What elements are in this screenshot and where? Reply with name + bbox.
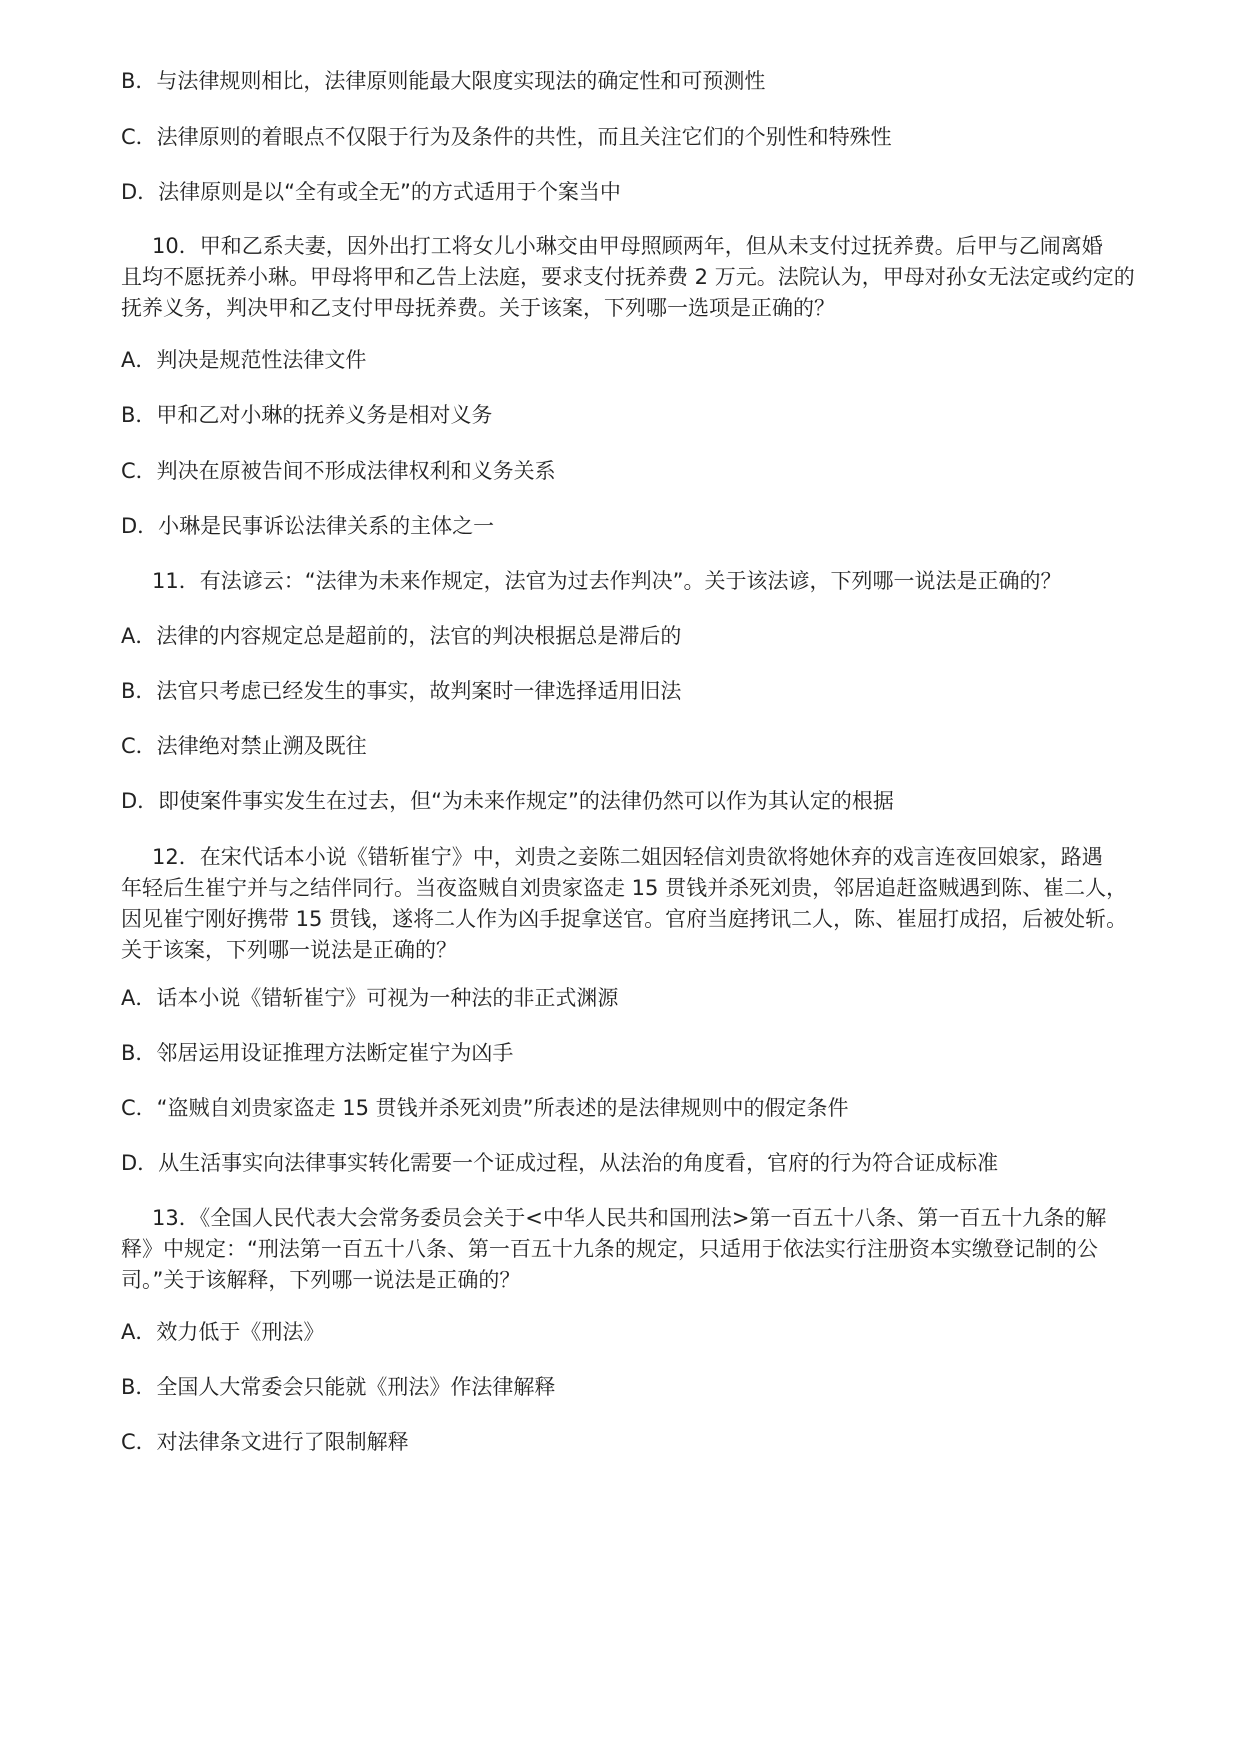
- q12-stem-line-1: 12．在宋代话本小说《错斩崔宁》中，刘贵之妾陈二姐因轻信刘贵欲将她休弃的戏言连夜回娘家，路遇: [152, 845, 1103, 869]
- q13-option-a: A．效力低于《刑法》: [121, 1320, 325, 1344]
- q10-stem: [121, 231, 1171, 324]
- q12-option-a: A．话本小说《错斩崔宁》可视为一种法的非正式渊源: [121, 986, 619, 1010]
- q12-option-d: D．从生活事实向法律事实转化需要一个证成过程，从法治的角度看，官府的行为符合证成标准: [121, 1151, 999, 1175]
- q10-stem-line-1: 10．甲和乙系夫妻，因外出打工将女儿小琳交由甲母照顾两年，但从未支付过抚养费。后甲与乙闹离婚: [152, 234, 1103, 258]
- q13-option-b: B．全国人大常委会只能就《刑法》作法律解释: [121, 1375, 556, 1399]
- q11-option-c: C．法律绝对禁止溯及既往: [121, 734, 367, 758]
- q10-option-c: C．判决在原被告间不形成法律权利和义务关系: [121, 459, 556, 483]
- q12-stem-line-2: 年轻后生崔宁并与之结伴同行。当夜盗贼自刘贵家盗走 15 贯钱并杀死刘贵，邻居追赶盗贼遇到陈、崔二人，: [121, 876, 1128, 900]
- q12-stem-line-3: 因见崔宁刚好携带 15 贯钱，遂将二人作为凶手捉拿送官。官府当庭拷讯二人，陈、崔屈打成招，后被处斩。: [121, 907, 1128, 931]
- q13-stem-line-2: 释》中规定：“刑法第一百五十八条、第一百五十九条的规定，只适用于依法实行注册资本实缴登记制的公: [121, 1237, 1098, 1261]
- q11-stem-line-1: 11．有法谚云：“法律为未来作规定，法官为过去作判决”。关于该法谚，下列哪一说法是正确的？: [152, 569, 1062, 593]
- q12-stem-line-4: 关于该案，下列哪一说法是正确的？: [121, 938, 457, 962]
- q11-option-b: B．法官只考虑已经发生的事实，故判案时一律选择适用旧法: [121, 679, 682, 703]
- q10-option-d: D．小琳是民事诉讼法律关系的主体之一: [121, 514, 495, 538]
- q10-option-a: A．判决是规范性法律文件: [121, 348, 367, 372]
- q11-option-a: A．法律的内容规定总是超前的，法官的判决根据总是滞后的: [121, 624, 682, 648]
- q11-stem: [121, 566, 1171, 597]
- q10-option-b: B．甲和乙对小琳的抚养义务是相对义务: [121, 403, 493, 427]
- q13-stem-line-1: 13．《全国人民代表大会常务委员会关于<中华人民共和国刑法>第一百五十八条、第一百五十九条的解: [152, 1206, 1107, 1230]
- q12-stem: [121, 842, 1171, 966]
- q12-option-b: B．邻居运用设证推理方法断定崔宁为凶手: [121, 1041, 514, 1065]
- q13-stem: [121, 1203, 1171, 1296]
- q13-option-c: C．对法律条文进行了限制解释: [121, 1430, 409, 1454]
- q9-option-d: D．法律原则是以“全有或全无”的方式适用于个案当中: [121, 180, 621, 204]
- q10-stem-line-3: 抚养义务，判决甲和乙支付甲母抚养费。关于该案，下列哪一选项是正确的？: [121, 296, 835, 320]
- q13-stem-line-3: 司。”关于该解释，下列哪一说法是正确的？: [121, 1268, 521, 1292]
- q9-option-b: B．与法律规则相比，法律原则能最大限度实现法的确定性和可预测性: [121, 69, 766, 93]
- q11-option-d: D．即使案件事实发生在过去，但“为未来作规定”的法律仍然可以作为其认定的根据: [121, 789, 894, 813]
- q12-option-c: C．“盗贼自刘贵家盗走 15 贯钱并杀死刘贵”所表述的是法律规则中的假定条件: [121, 1096, 849, 1120]
- q10-stem-line-2: 且均不愿抚养小琳。甲母将甲和乙告上法庭，要求支付抚养费 2 万元。法院认为，甲母对孙女无法定或约定的: [121, 265, 1135, 289]
- q9-option-c: C．法律原则的着眼点不仅限于行为及条件的共性，而且关注它们的个别性和特殊性: [121, 125, 892, 149]
